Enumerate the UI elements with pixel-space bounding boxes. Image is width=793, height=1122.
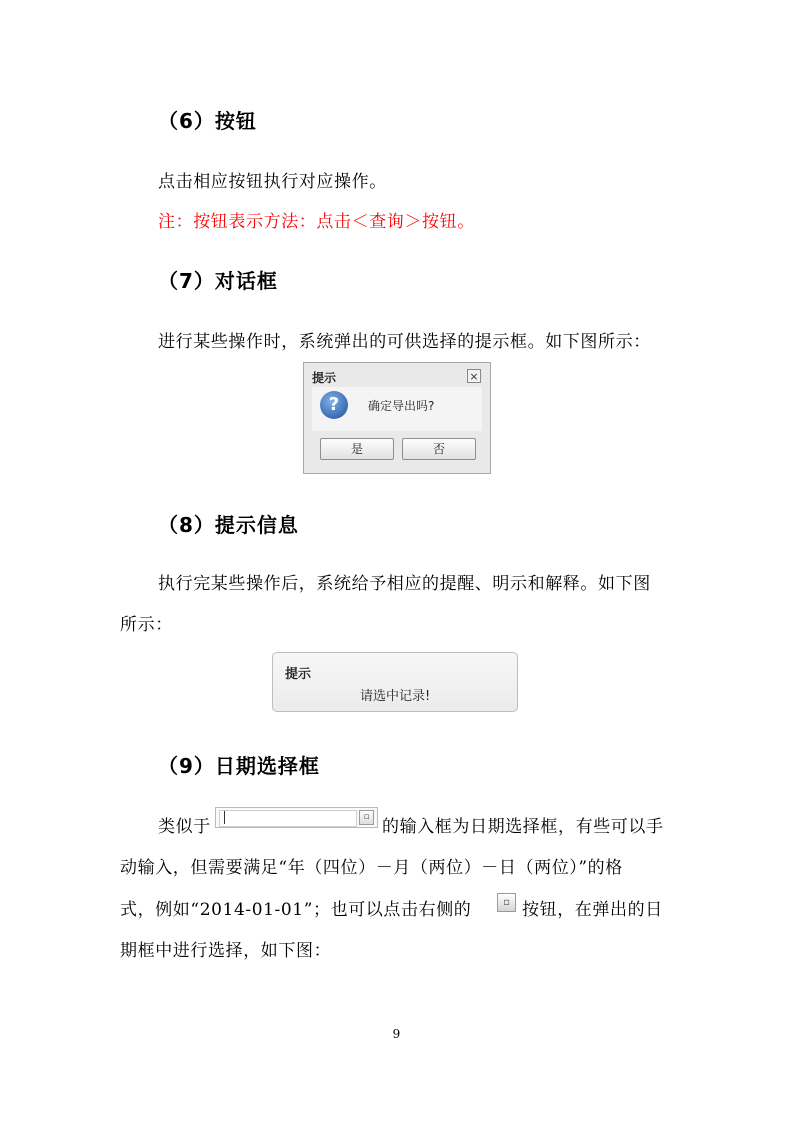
date-text-line3-suffix: 按钮，在弹出的日 [522,900,663,920]
example-confirm-dialog [303,362,491,474]
text-caret [224,811,225,824]
date-text-line3-prefix: 式，例如“2014-01-01”；也可以点击右侧的 [120,900,472,920]
tips-description-line1: 执行完某些操作后，系统给予相应的提醒、明示和解释。如下图 [158,574,651,594]
example-tip-box [272,652,518,712]
close-icon[interactable]: × [467,369,481,383]
date-input-field[interactable] [219,810,357,827]
no-button[interactable]: 否 [402,438,476,460]
page-number: 9 [392,1027,401,1041]
date-text-line1-prefix: 类似于 [158,817,211,837]
tip-title: 提示 [285,667,312,682]
date-input-example[interactable] [215,807,378,828]
yes-button[interactable]: 是 [320,438,394,460]
dialog-title: 提示 [312,371,337,385]
dialog-description: 进行某些操作时，系统弹出的可供选择的提示框。如下图所示： [158,332,651,352]
section-heading-dialog: （7）对话框 [158,269,278,293]
date-text-line2: 动输入，但需要满足“年（四位）－月（两位）－日（两位）”的格 [120,858,623,878]
dialog-message: 确定导出吗? [368,399,435,413]
calendar-icon[interactable]: ▫ [497,893,516,912]
section-heading-date: （9）日期选择框 [158,754,320,778]
tip-message: 请选中记录! [360,689,431,704]
question-icon: ? [320,391,348,419]
section-heading-tips: （8）提示信息 [158,513,299,537]
date-text-line1-suffix: 的输入框为日期选择框，有些可以手 [382,817,664,837]
section-heading-buttons: （6）按钮 [158,109,257,133]
tips-description-line2: 所示： [120,615,173,635]
buttons-note: 注：按钮表示方法：点击＜查询＞按钮。 [158,212,475,232]
date-text-line4: 期框中进行选择，如下图： [120,941,332,961]
calendar-icon[interactable]: ▫ [359,810,374,825]
buttons-description: 点击相应按钮执行对应操作。 [158,172,387,192]
